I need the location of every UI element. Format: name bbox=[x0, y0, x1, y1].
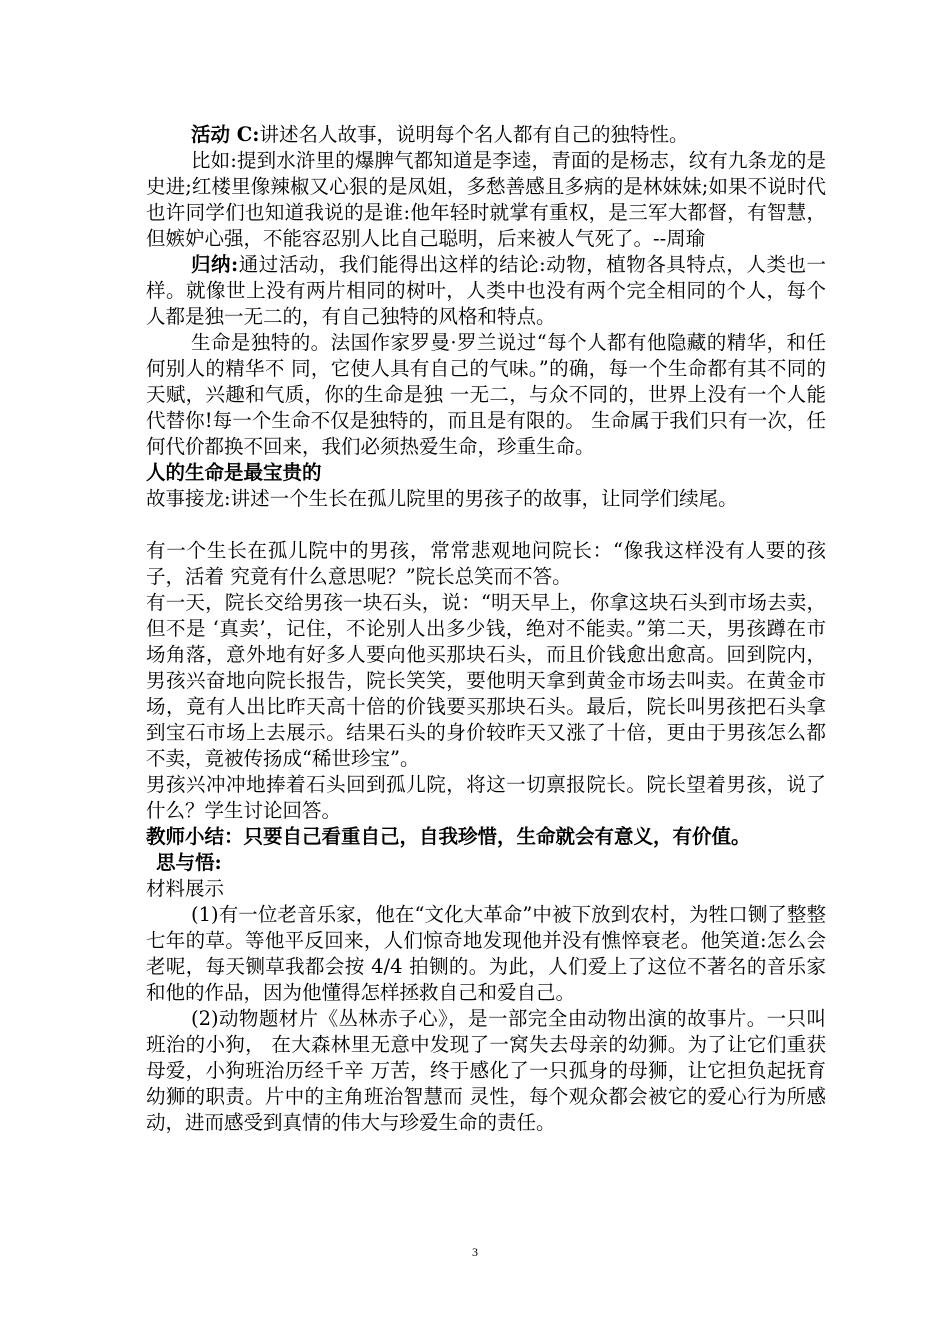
blank-line bbox=[146, 512, 826, 538]
material-paragraph-1: (1)有一位老音乐家，他在“文化大革命”中被下放到农村，为牲口铡了整整七年的草。等他平反回来，人们惊奇地发现他并没有憔悴衰老。他笑道:怎么会老呢，每天铡草我都会按 4/4 拍铡的。为此，人们爱上了这位不著名的音乐家和他的作品，因为他懂得怎样拯救自己和爱自己。 bbox=[146, 903, 826, 1004]
activity-c-text: 讲述名人故事，说明每个名人都有自己的独特性。 bbox=[259, 123, 689, 146]
teacher-summary: 教师小结：只要自己看重自己，自我珍惜，生命就会有意义，有价值。 bbox=[146, 825, 751, 848]
summary-text: 通过活动，我们能得出这样的结论:动物，植物各具特点，人类也一样。就像世上没有两片相同的树叶，人类中也没有两个完全相同的个人，每个人都是独一无二的，有自己独特的风格和特点。 bbox=[146, 253, 826, 328]
story-relay-paragraph: 故事接龙:讲述一个生长在孤儿院里的男孩子的故事，让同学们续尾。 bbox=[146, 487, 738, 510]
summary-label: 归纳: bbox=[191, 253, 239, 276]
story-paragraph-2: 有一天，院长交给男孩一块石头，说：“明天早上，你拿这块石头到市场去卖，但不是 ‘真卖’，记住，不论别人出多少钱，绝对不能卖。”第二天，男孩蹲在市场角落，意外地有好多人要向他买那块石头，而且价钱愈出愈高。回到院内，男孩兴奋地向院长报告，院长笑笑，要他明天拿到黄金市场去叫卖。在黄金市场，竟有人出比昨天高十倍的价钱要买那块石头。最后，院长叫男孩把石头拿到宝石市场上去展示。结果石头的身价较昨天又涨了十倍，更由于男孩怎么都不卖，竟被传扬成“稀世珍宝”。 bbox=[146, 591, 826, 770]
example-paragraph: 比如:提到水浒里的爆脾气都知道是李逵，青面的是杨志，纹有九条龙的是史进;红楼里像辣椒又心狠的是凤姐，多愁善感且多病的是林妹妹;如果不说时代也许同学们也知道我说的是谁:他年轻时就掌有重权，是三军大都督，有智慧，但嫉妒心强，不能容忍别人比自己聪明，后来被人气死了。--周瑜 bbox=[146, 149, 826, 250]
story-paragraph-1: 有一个生长在孤儿院中的男孩，常常悲观地问院长：“像我这样没有人要的孩子，活着 究竟有什么意思呢？”院长总笑而不答。 bbox=[146, 539, 826, 588]
activity-c-label: 活动 C: bbox=[191, 123, 260, 146]
activity-c-paragraph bbox=[146, 122, 826, 148]
document-body bbox=[146, 122, 826, 1136]
life-unique-paragraph: 生命是独特的。法国作家罗曼·罗兰说过“每个人都有他隐藏的精华，和任何别人的精华不 同，它使人具有自己的气味。”的确，每一个生命都有其不同的天赋，兴趣和气质，你的生命是独 一无二，与众不同的，世界上没有一个人能代替你!每一个生命不仅是独特的，而且是有限的。 生命属于我们只有一次，任何代价都换不回来，我们必须热爱生命，珍重生命。 bbox=[146, 331, 826, 458]
story-paragraph-3: 男孩兴冲冲地捧着石头回到孤儿院，将这一切禀报院长。院长望着男孩，说了什么？学生讨论回答。 bbox=[146, 773, 826, 822]
summary-paragraph bbox=[146, 252, 826, 330]
materials-label: 材料展示 bbox=[146, 877, 225, 900]
material-paragraph-2: (2)动物题材片《丛林赤子心》，是一部完全由动物出演的故事片。一只叫班治的小狗， 在大森林里无意中发现了一窝失去母亲的幼狮。为了让它们重获母爱，小狗班治历经千辛 万苦，终于感化了一只孤身的母狮，让它担负起抚育幼狮的职责。片中的主角班治智慧而 灵性，每个观众都会被它的爱心行为所感动，进而感受到真情的伟大与珍爱生命的责任。 bbox=[146, 1007, 826, 1134]
reflection-heading: 思与悟: bbox=[156, 851, 222, 874]
section-heading: 人的生命是最宝贵的 bbox=[146, 461, 322, 484]
page-number: 3 bbox=[472, 1245, 478, 1259]
